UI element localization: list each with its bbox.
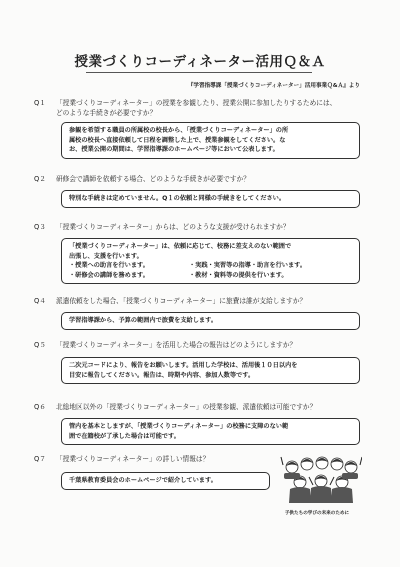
- question-text: 研修会で講師を依頼する場合、どのような手続きが必要ですか？: [56, 175, 250, 183]
- question-text: 北総地区以外の「授業づくりコーディネーター」の授業参観、派遣依頼は可能ですか？: [56, 403, 317, 411]
- support-item-row: [69, 271, 352, 281]
- support-item-row: [69, 261, 352, 271]
- question-text: 「授業づくりコーディネーター」からは、どのような支援が受けられますか？: [56, 223, 290, 231]
- answer-6-box: [61, 418, 360, 445]
- support-item: ・授業への助言を行います。: [69, 262, 149, 270]
- question-number: Q４: [34, 297, 46, 305]
- support-item: ・研修会の講師を務めます。: [69, 271, 149, 279]
- question-text: 派遣依頼をした場合、「授業づくりコーディネーター」に旅費は誰が支給しますか？: [56, 297, 307, 305]
- illustration-caption: 子供たちの学びの未来のために: [284, 511, 350, 516]
- question-text: 「授業づくりコーディネーター」の授業を参観したり、授業公開に参加したりするためには、: [56, 99, 337, 107]
- answer-text: 特別な手続きは定めていません。Q１の依頼と同様の手続きをしてください。: [69, 195, 286, 202]
- answer-text: 管内を基本としますが、「授業づくりコーディネーター」の校務に支障のない範: [69, 423, 289, 430]
- question-number: Q３: [34, 223, 46, 231]
- question-1: [34, 98, 370, 118]
- children-group-illustration: [280, 455, 362, 505]
- answer-text: お、授業公開の期間は、学習指導課のホームページ等において公表します。: [69, 146, 279, 154]
- answer-5-box: [61, 357, 360, 384]
- support-item: ・教材・資料等の提供を行います。: [189, 271, 288, 279]
- answer-7-box: [61, 472, 270, 490]
- question-4: [34, 296, 370, 306]
- answer-text: 「授業づくりコーディネーター」は、依頼に応じて、校務に差支えのない範囲で: [69, 243, 292, 250]
- answer-2-box: [61, 190, 360, 208]
- question-number: Q５: [34, 341, 46, 349]
- answer-text: 出張し、支援を行います。: [69, 252, 143, 260]
- question-number: Q２: [34, 175, 46, 183]
- answer-text: 学習指導課から、予算の範囲内で旅費を支給します。: [69, 317, 218, 324]
- question-5: [34, 340, 370, 350]
- question-text: どのような手続きが必要ですか？: [56, 109, 157, 117]
- question-3: [34, 222, 370, 232]
- question-2: [34, 174, 370, 184]
- answer-text: 参観を希望する職員の所属校の校長から、「授業づくりコーディネーター」の所: [69, 127, 289, 134]
- question-text: 「授業づくりコーディネーター」を活用した場合の報告はどのようにしますか？: [56, 341, 297, 349]
- question-number: Q１: [34, 99, 46, 107]
- answer-1-box: [61, 122, 360, 159]
- source-note: 『学習指導課「授業づくりコーディネーター」活用事業Ｑ&Ａ』より: [187, 83, 360, 89]
- answer-text: 目安に報告してください。報告は、時期や内容、参加人数等です。: [69, 371, 255, 379]
- answer-4-box: [61, 312, 360, 330]
- answer-text: 二次元コードにより、報告をお願いします。活用した学校は、活用後１０日以内を: [69, 362, 298, 369]
- answer-text: 属校の校長へ直接依頼して日程を調整した上で、授業参観をしてください。な: [69, 136, 286, 144]
- question-number: Q６: [34, 403, 46, 411]
- answer-3-box: [61, 238, 360, 284]
- question-number: Q７: [34, 455, 46, 463]
- support-item: ・実践・実習等の指導・助言を行います。: [189, 262, 307, 270]
- answer-text: 囲で在籍校が了承した場合は可能です。: [69, 432, 180, 440]
- question-text: 「授業づくりコーディネーター」の詳しい情報は？: [56, 455, 210, 463]
- page-title: 授業づくりコーディネーター活用Ｑ＆Ａ: [74, 54, 326, 70]
- answer-text: 千葉県教育委員会のホームページで紹介しています。: [69, 477, 217, 484]
- title-underline: [86, 72, 312, 73]
- question-6: [34, 402, 370, 412]
